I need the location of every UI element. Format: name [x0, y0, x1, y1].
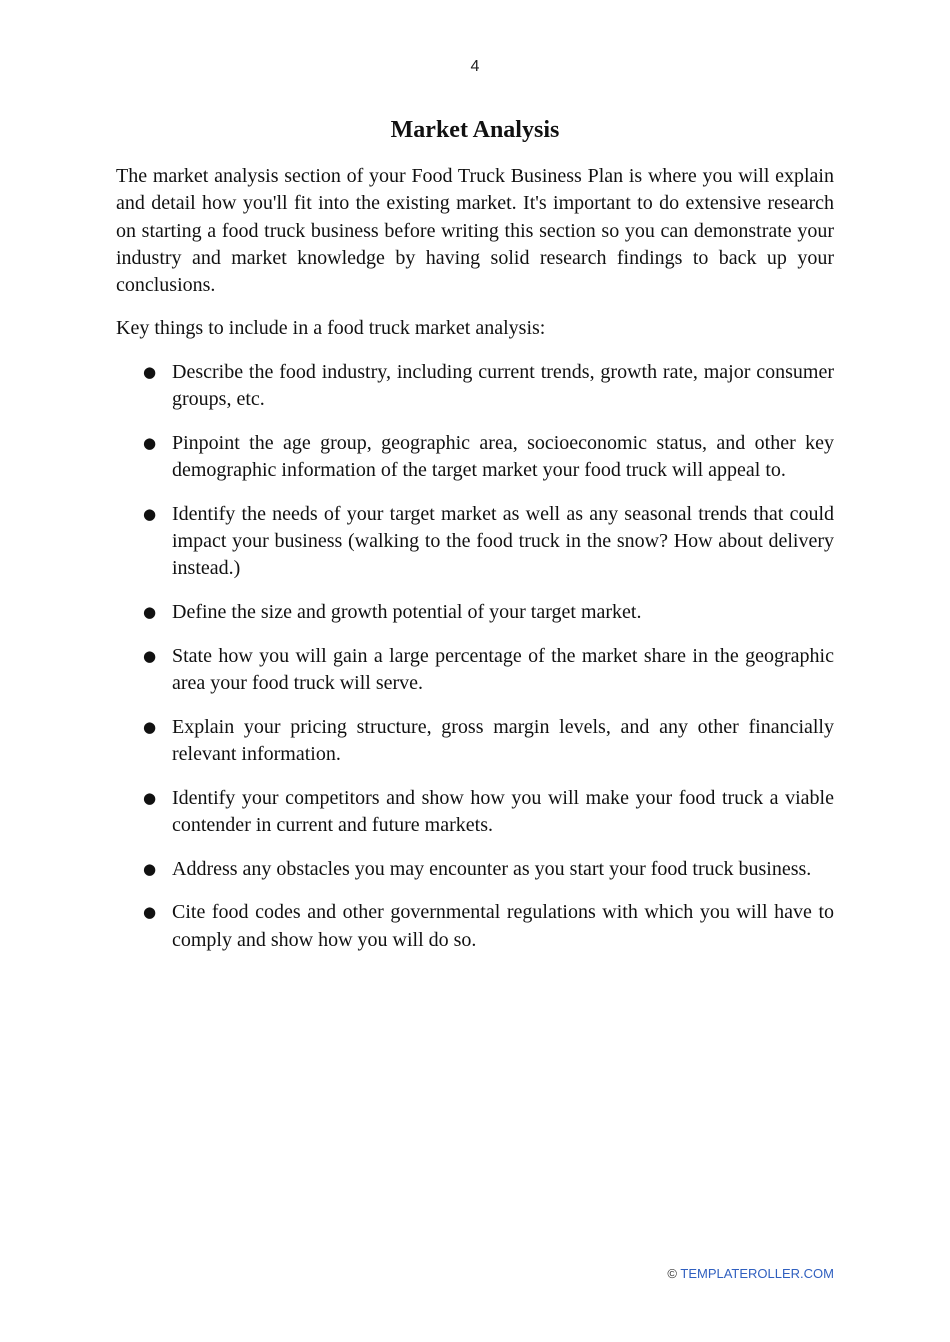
list-item	[116, 359, 834, 414]
bullet-icon: ●	[143, 859, 157, 878]
bullet-icon: ●	[143, 362, 157, 381]
bullet-icon: ●	[143, 433, 157, 452]
templateroller-link[interactable]: TEMPLATEROLLER.COM	[680, 1266, 834, 1281]
list-item	[116, 501, 834, 583]
list-item-text: Define the size and growth potential of your target market.	[172, 601, 642, 624]
list-item	[116, 899, 834, 954]
list-item	[116, 856, 834, 883]
list-item-text: Pinpoint the age group, geographic area, socioeconomic status, and other key demographic information of the target market your food truck will appeal to.	[172, 431, 834, 482]
list-item-text: State how you will gain a large percentage of the market share in the geographic area your food truck will serve.	[172, 644, 834, 695]
bullet-icon: ●	[143, 903, 157, 922]
bullet-icon: ●	[143, 717, 157, 736]
footer-credit	[667, 1266, 834, 1282]
bullet-icon: ●	[143, 603, 157, 622]
list-item-text: Identify the needs of your target market as well as any seasonal trends that could impact your business (walking to the food truck in the snow? How about delivery instead.)	[172, 502, 834, 580]
list-item	[116, 430, 834, 485]
analysis-checklist	[116, 359, 834, 954]
document-body	[116, 163, 834, 970]
list-item-text: Explain your pricing structure, gross margin levels, and any other financially relevant information.	[172, 715, 834, 765]
list-item	[116, 785, 834, 840]
list-item-text: Identify your competitors and show how you will make your food truck a viable contender in current and future markets.	[172, 786, 834, 836]
copyright-symbol: ©	[667, 1266, 677, 1281]
bullet-icon: ●	[143, 788, 157, 807]
page-title: Market Analysis	[390, 117, 560, 143]
intro-paragraph: The market analysis section of your Food Truck Business Plan is where you will explain and detail how you'll fit into the existing market. It's important to do extensive research on starting a food truck business before writing this section so you can demonstrate your industry and market knowledge by having solid research findings to back up your conclusions.	[116, 165, 834, 297]
bullet-icon: ●	[143, 504, 157, 523]
list-lead-paragraph: Key things to include in a food truck market analysis:	[116, 317, 546, 340]
list-item-text: Address any obstacles you may encounter as you start your food truck business.	[172, 857, 812, 880]
list-item-text: Cite food codes and other governmental regulations with which you will have to comply and show how you will do so.	[172, 901, 834, 951]
list-item-text: Describe the food industry, including current trends, growth rate, major consumer groups, etc.	[172, 360, 834, 411]
bullet-icon: ●	[143, 646, 157, 665]
list-item	[116, 714, 834, 769]
page-number: 4	[470, 58, 480, 75]
list-item	[116, 599, 834, 626]
list-item	[116, 643, 834, 698]
